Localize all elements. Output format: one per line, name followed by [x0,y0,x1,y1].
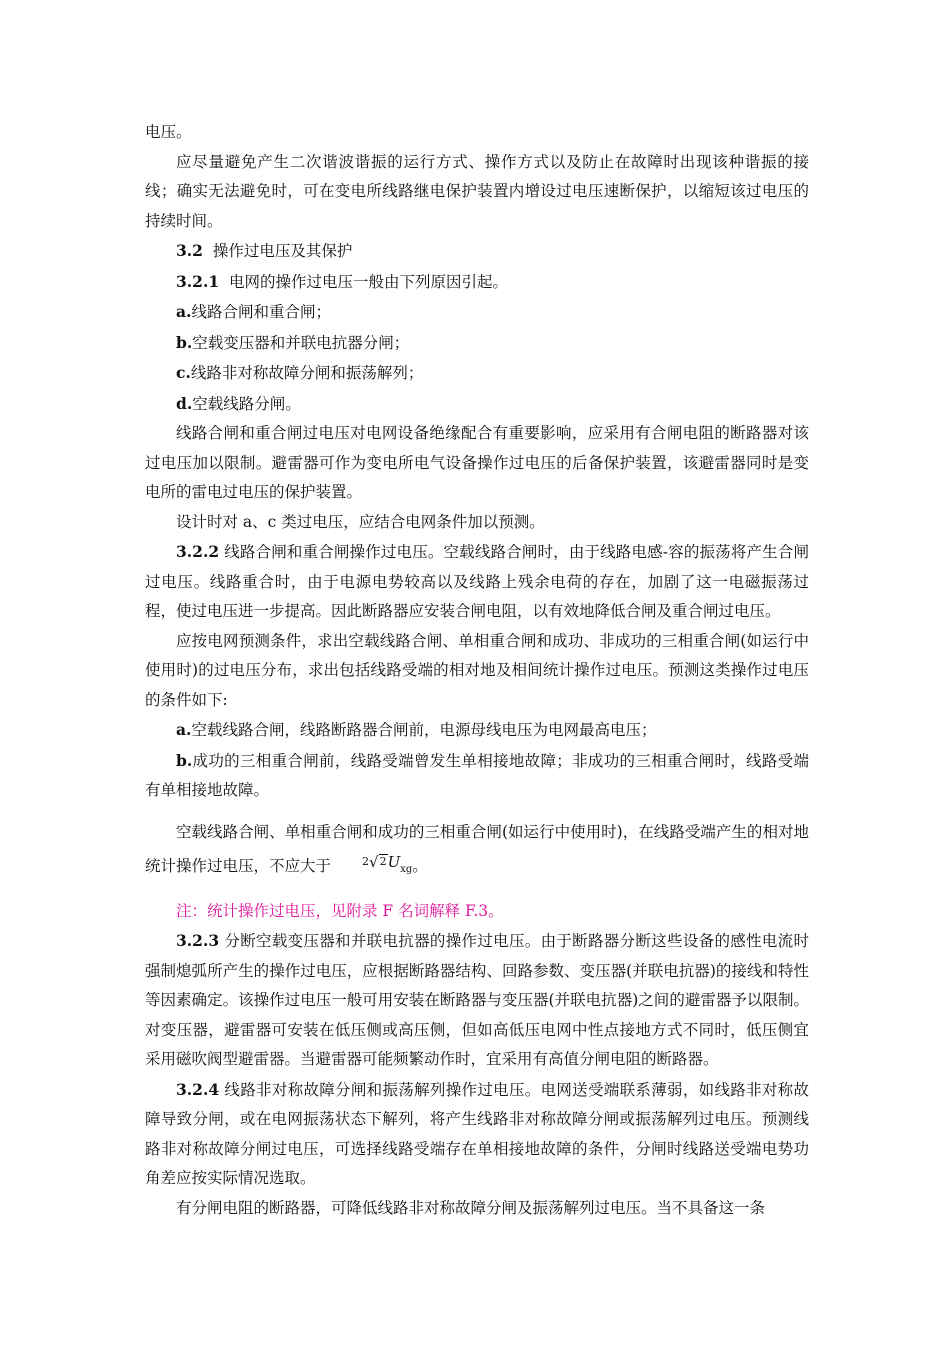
clause-text: 线路合闸和重合闸操作过电压。空载线路合闸时，由于线路电感-容的振荡将产生合闸过电压。线路重合时，由于电源电势较高以及线路上残余电荷的存在，加剧了这一电磁振荡过程，使过电压进一步提高。因此断路器应安装合闸电阻，以有效地降低合闸及重合闸过电压。 [145,543,809,620]
page-body [145,118,809,1223]
section-heading-3-2 [145,236,809,267]
list-item [145,715,809,746]
list-text: 空载变压器和并联电抗器分闸； [192,333,410,352]
list-text: 线路非对称故障分闸和振荡解列； [190,364,424,382]
paragraph-text-end: 。 [412,857,428,875]
section-title: 操作过电压及其保护 [212,242,353,260]
list-text: 空载线路分闸。 [192,394,301,413]
list-mark: b. [176,332,193,352]
clause-3-2-4 [145,1075,809,1194]
clause-3-2-2 [145,537,809,627]
list-item [145,358,809,389]
list-item [145,746,809,806]
clause-number: 3.2.2 [176,542,220,561]
clause-text: 电网的操作过电压一般由下列原因引起。 [229,272,509,291]
clause-text: 分断空载变压器和并联电抗器的操作过电压。由于断路器分断这些设备的感性电流时强制熄弧所产生的操作过电压，应根据断路器结构、回路参数、变压器(并联电抗器)的接线和特性等因素确定。该操作过电压一般可用安装在断路器与变压器(并联电抗器)之间的避雷器予以限制。对变压器，避雷器可安装在低压侧或高压侧，但如高低压电网中性点接地方式不同时，低压侧宜采用磁吹阀型避雷器。当避雷器可能频繁动作时，宜采用有高值分闸电阻的断路器。 [145,932,809,1068]
clause-number: 3.2.1 [176,271,220,291]
sqrt-icon: √ [369,853,379,871]
clause-3-2-1 [145,267,809,298]
paragraph: 电压。 [145,123,192,141]
section-number: 3.2 [176,241,203,260]
formula-radicand: 2 [379,855,387,868]
note: 注：统计操作过电压，见附录 F 名词解释 F.3。 [176,901,504,920]
formula-variable: U [387,853,401,871]
list-mark: c. [176,363,191,382]
clause-text: 线路非对称故障分闸和振荡解列操作过电压。电网送受端联系薄弱，如线路非对称故障导致分闸，或在电网振荡状态下解列，将产生线路非对称故障分闸或振荡解列过电压。预测线路非对称故障分闸过电压，可选择线路受端存在单相接地故障的条件，分闸时线路送受端电势功角差应按实际情况选取。 [145,1080,809,1187]
clause-3-2-3 [145,926,809,1075]
paragraph: 有分闸电阻的断路器，可降低线路非对称故障分闸及振荡解列过电压。当不具备这一条 [176,1198,766,1217]
list-mark: a. [176,720,192,739]
list-mark: d. [176,393,193,413]
paragraph: 设计时对 a、c 类过电压，应结合电网条件加以预测。 [176,512,545,531]
overvoltage-formula [331,847,412,885]
formula-coefficient: 2 [362,855,370,868]
list-mark: a. [176,302,192,321]
paragraph-text: 空载线路合闸、单相重合闸和成功的三相重合闸(如运行中使用时)，在线路受端产生的相对地统计操作过电压，不应大于 [145,822,809,875]
paragraph: 应按电网预测条件，求出空载线路合闸、单相重合闸和成功、非成功的三相重合闸(如运行中使用时)的过电压分布，求出包括线路受端的相对地及相间统计操作过电压。预测这类操作过电压的条件如下: [145,631,809,709]
list-item [145,297,809,328]
paragraph-with-formula [145,818,809,885]
clause-number: 3.2.3 [176,931,220,950]
paragraph: 应尽量避免产生二次谐波谐振的运行方式、操作方式以及防止在故障时出现该种谐振的接线；确实无法避免时，可在变电所线路继电保护装置内增设过电压速断保护，以缩短该过电压的持续时间。 [145,152,809,230]
list-item [145,389,809,420]
clause-number: 3.2.4 [176,1079,220,1099]
list-item [145,328,809,359]
formula-subscript: xg [400,864,413,875]
list-text: 成功的三相重合闸前，线路受端曾发生单相接地故障；非成功的三相重合闸时，线路受端有单相接地故障。 [145,751,809,799]
list-text: 空载线路合闸，线路断路器合闸前，电源母线电压为电网最高电压； [191,721,657,739]
list-text: 线路合闸和重合闸； [191,303,331,321]
paragraph: 线路合闸和重合闸过电压对电网设备绝缘配合有重要影响，应采用有合闸电阻的断路器对该过电压加以限制。避雷器可作为变电所电气设备操作过电压的后备保护装置，该避雷器同时是变电所的雷电过电压的保护装置。 [145,424,809,501]
list-mark: b. [176,750,193,770]
